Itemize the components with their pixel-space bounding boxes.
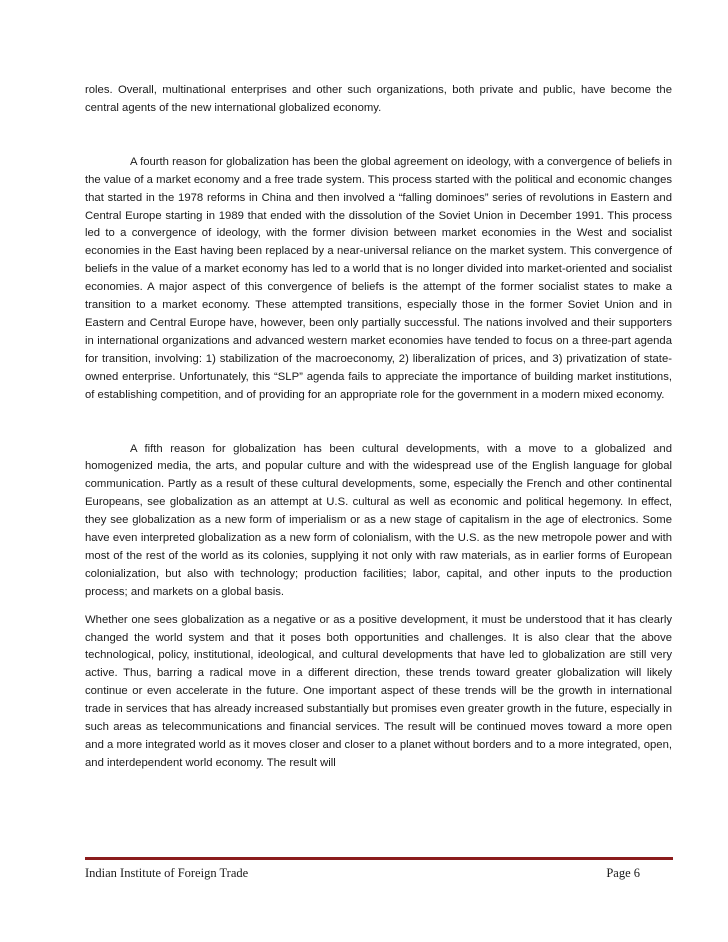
paragraph-fifth-reason: A fifth reason for globalization has been cultural developments, with a move to a globalized and homogenized media, the arts, and popular culture and with the widespread use of the English language for global communication. Partly as a result of these cultural developments, some, especially the French and other continental Europeans, see globalization as an attempt at U.S. cultural as well as economic and political hegemony. In effect, they see globalization as a new form of imperialism or as a new stage of capitalism in the age of electronics. Some have even interpreted globalization as a new form of colonialism, with the U.S. as the new metropole power and with most of the rest of the world as its colonies, supplying it not only with raw materials, as in earlier forms of European colonialization, but also with technology; production facilities; labor, capital, and other inputs to the production process; and markets on a global basis. bbox=[85, 442, 672, 598]
paragraph-conclusion: Whether one sees globalization as a negative or as a positive development, it must be understood that it has clearly changed the world system and that it poses both opportunities and challenges. It is also clear that the above technological, policy, institutional, ideological, and cultural developments that have led to globalization are still very active. Thus, barring a radical move in a different direction, these trends toward greater globalization will likely continue or even accelerate in the future. One important aspect of these trends will be the growth in international trade in services that has already increased substantially but promises even greater growth in the future, especially in such areas as telecommunications and financial services. The result will be continued moves toward a more open and a more integrated world as it moves closer and closer to a planet without borders and to a more integrated, open, and interdependent world economy. The result will bbox=[85, 613, 672, 769]
paragraph-continuation: roles. Overall, multinational enterprises and other such organizations, both private and public, have become the central agents of the new international globalized economy. bbox=[85, 84, 672, 114]
footer-page-number: Page 6 bbox=[606, 866, 640, 880]
footer-divider bbox=[85, 857, 673, 860]
paragraph-fourth-reason: A fourth reason for globalization has been the global agreement on ideology, with a convergence of beliefs in the value of a market economy and a free trade system. This process started with the political and economic changes that started in the 1978 reforms in China and then involved a “falling dominoes” series of revolutions in Eastern and Central Europe starting in 1989 that ended with the dissolution of the Soviet Union in December 1991. This process led to a convergence of ideology, with the former division between market economies in the West and socialist economies in the East having been replaced by a near-universal reliance on the market system. This convergence of beliefs in the value of a market economy has led to a world that is no longer divided into market-oriented and socialist economies. A major aspect of this convergence of beliefs is the attempt of the former socialist states to make a transition to a market economy. These attempted transitions, especially those in the former Soviet Union and in Eastern and Central Europe have, however, been only partially successful. The nations involved and their supporters in international organizations and advanced western market economies have tended to focus on a three-part agenda for transition, involving: 1) stabilization of the macroeconomy, 2) liberalization of prices, and 3) privatization of state-owned enterprise. Unfortunately, this “SLP” agenda fails to appreciate the importance of building market institutions, of establishing competition, and of providing for an appropriate role for the government in a modern mixed economy. bbox=[85, 155, 672, 401]
document-body bbox=[85, 82, 672, 773]
footer-institution: Indian Institute of Foreign Trade bbox=[85, 866, 249, 880]
